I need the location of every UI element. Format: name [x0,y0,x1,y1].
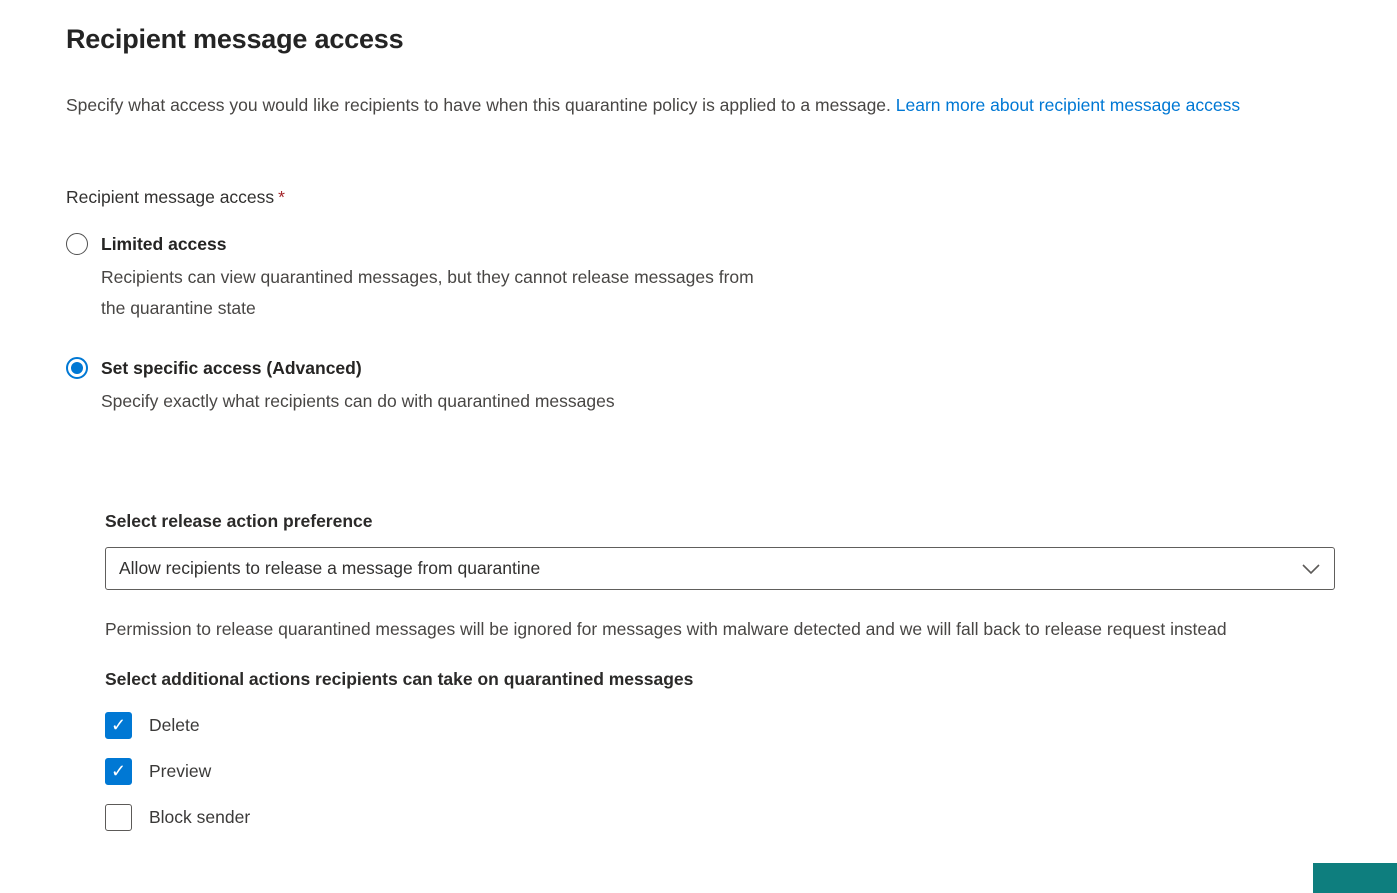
checkbox-icon[interactable] [105,712,132,739]
option-text [101,232,777,324]
release-action-selected-value: Allow recipients to release a message from quarantine [119,558,541,578]
checkbox-row-delete[interactable] [105,712,1335,739]
checkbox-label: Preview [149,761,212,781]
radio-option-limited-access[interactable] [66,232,1335,324]
checkbox-row-preview[interactable] [105,758,1335,785]
learn-more-link[interactable]: Learn more about recipient message access [895,95,1241,115]
page-description-text: Specify what access you would like recipients to have when this quarantine policy is applied to a message. [66,95,896,115]
checkbox-icon[interactable] [105,804,132,831]
release-action-dropdown[interactable] [105,547,1335,590]
access-field-label [66,187,1335,208]
corner-teal-button[interactable] [1313,863,1397,893]
option-label: Set specific access (Advanced) [101,358,362,378]
additional-actions-label: Select additional actions recipients can take on quarantined messages [105,669,694,689]
checkbox-label: Block sender [149,807,251,827]
option-description: Recipients can view quarantined messages, but they cannot release messages from the quarantine state [101,267,754,318]
radio-button-icon[interactable] [66,233,88,255]
checkmark-icon: ✓ [110,760,127,781]
release-action-note: Permission to release quarantined messages will be ignored for messages with malware detected and we will fall back to release request instead [105,619,1227,639]
radio-button-icon[interactable] [66,357,88,379]
checkmark-icon: ✓ [110,714,127,735]
page-title: Recipient message access [66,24,404,54]
release-action-label: Select release action preference [105,511,373,531]
checkbox-icon[interactable] [105,758,132,785]
page-description [66,91,1335,119]
required-marker: * [278,187,285,207]
checkbox-label: Delete [149,715,200,735]
checkbox-row-block-sender[interactable] [105,804,1335,831]
radio-option-set-specific-access[interactable] [66,356,1335,417]
option-label: Limited access [101,234,227,254]
advanced-access-section [105,511,1335,831]
option-text [101,356,615,417]
option-description: Specify exactly what recipients can do with quarantined messages [101,391,615,411]
access-field-label-text: Recipient message access [66,187,275,207]
chevron-down-icon [1302,563,1320,575]
